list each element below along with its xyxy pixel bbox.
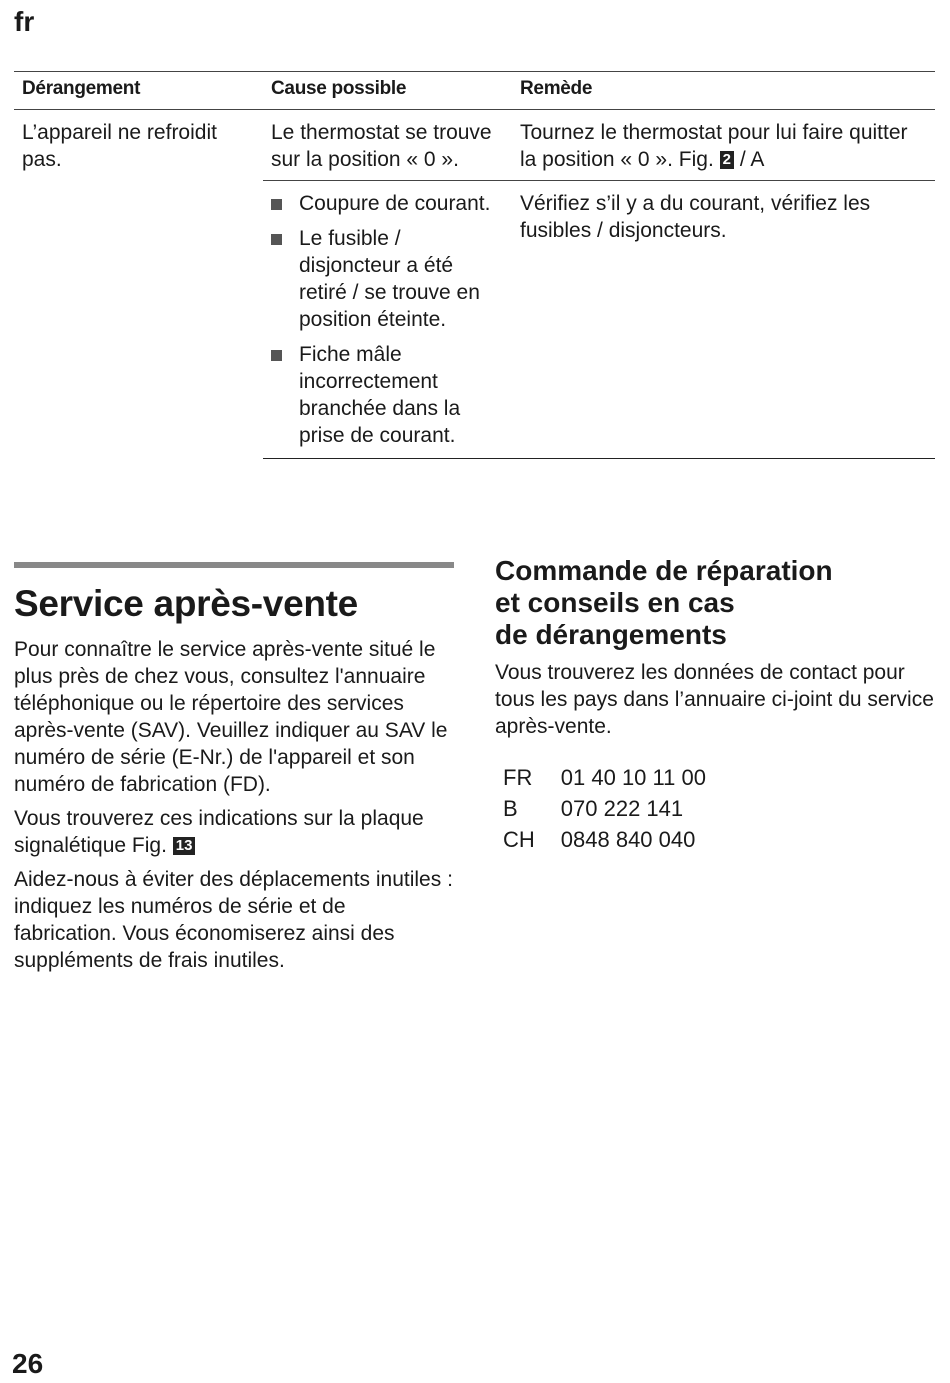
heading-line: et conseils en cas	[495, 587, 735, 618]
problem-text: L’appareil ne refroidit pas.	[22, 121, 217, 171]
cause-list	[271, 190, 504, 449]
remedy-text: Vérifiez s’il y a du courant, vérifiez les fusibles / disjoncteurs.	[520, 192, 871, 242]
cause-item-text: Coupure de courant.	[299, 192, 491, 215]
cause-item-text: Fiche mâle incorrectement branchée dans la prise de courant.	[299, 343, 461, 447]
figure-reference-badge: 13	[173, 837, 196, 855]
square-bullet-icon	[271, 350, 282, 361]
section-title: Service après-vente	[14, 583, 358, 624]
service-section	[14, 562, 454, 981]
country-code: FR	[503, 765, 533, 790]
phone-table	[499, 762, 728, 855]
cause-text: Le thermostat se trouve sur la position « 0 ».	[271, 121, 492, 171]
page-number: 26	[12, 1348, 44, 1379]
cause-cell	[263, 181, 512, 459]
remedy-suffix: / A	[739, 148, 765, 171]
troubleshooting-table	[14, 71, 935, 459]
paragraph: Aidez-nous à éviter des déplacements inutiles : indiquez les numéros de série et de fabrication. Vous économiserez ainsi des suppléments de frais inutiles.	[14, 868, 453, 972]
paragraph-text: Vous trouverez ces indications sur la plaque signalétique Fig.	[14, 807, 424, 857]
paragraph: Vous trouverez les données de contact pour tous les pays dans l’annuaire ci-joint du service après-vente.	[495, 661, 934, 738]
phone-number: 0848 840 040	[560, 827, 696, 852]
country-code: CH	[503, 827, 535, 852]
list-item	[271, 225, 504, 333]
list-item	[271, 341, 504, 449]
heading-line: Commande de réparation	[495, 555, 833, 586]
square-bullet-icon	[271, 234, 282, 245]
cause-cell	[263, 110, 512, 181]
square-bullet-icon	[271, 199, 282, 210]
header-problem: Dérangement	[14, 72, 263, 110]
figure-reference-badge: 2	[720, 151, 734, 169]
language-code: fr	[14, 6, 35, 37]
table-row	[14, 110, 935, 181]
remedy-text: Tournez le thermostat pour lui faire quitter la position « 0 ». Fig.	[520, 121, 908, 171]
paragraph: Pour connaître le service après-vente situé le plus près de chez vous, consultez l'annuaire téléphonique ou le répertoire des services après-vente (SAV). Veuillez indiquer au SAV le numéro de série (E-Nr.) de l'appareil et son numéro de fabrication (FD).	[14, 638, 448, 796]
table-row	[499, 762, 728, 793]
table-row	[499, 793, 728, 824]
phone-number: 070 222 141	[560, 796, 684, 821]
list-item	[271, 190, 504, 217]
phone-number: 01 40 10 11 00	[560, 765, 706, 790]
remedy-cell	[512, 181, 935, 459]
repair-section	[495, 555, 935, 855]
cause-item-text: Le fusible / disjoncteur a été retiré / se trouve en position éteinte.	[299, 227, 480, 331]
header-remedy: Remède	[512, 72, 935, 110]
remedy-cell	[512, 110, 935, 181]
table-row	[499, 824, 728, 855]
heading-line: de dérangements	[495, 619, 727, 650]
section-divider	[14, 562, 454, 568]
paragraph	[14, 805, 454, 859]
problem-cell	[14, 110, 263, 459]
country-code: B	[503, 796, 518, 821]
section-heading	[495, 555, 935, 651]
header-cause: Cause possible	[263, 72, 512, 110]
